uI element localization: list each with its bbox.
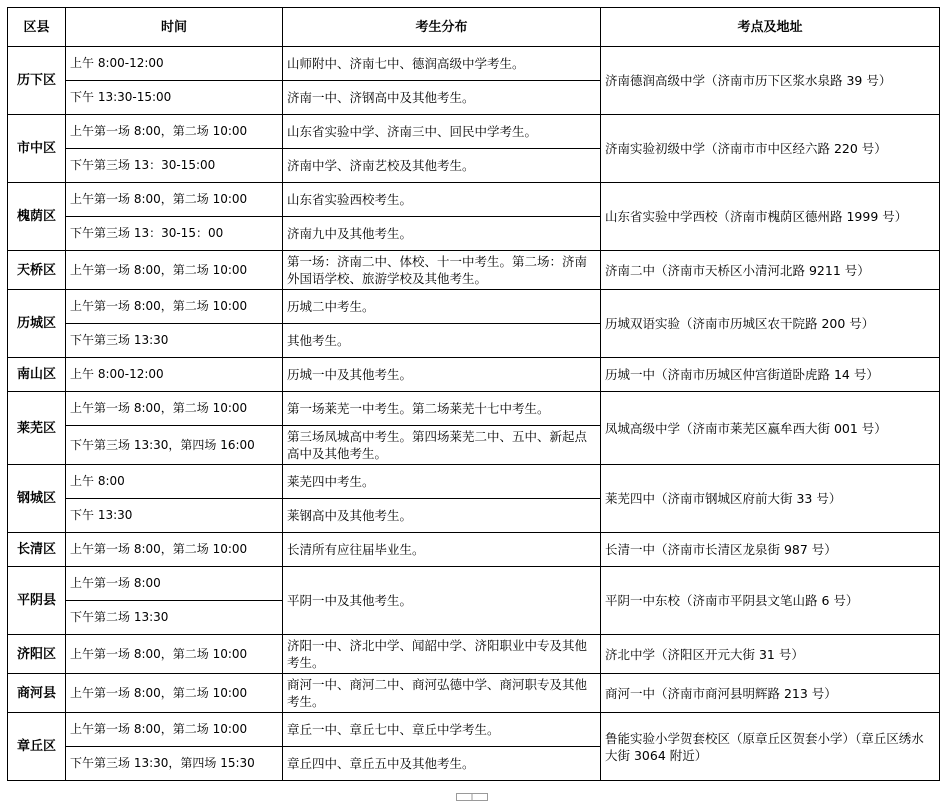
examinees-cell: 长清所有应往届毕业生。 (283, 533, 601, 567)
exam-schedule-table (7, 7, 940, 781)
district-cell: 市中区 (8, 115, 66, 183)
district-cell: 南山区 (8, 358, 66, 392)
examinees-cell: 章丘四中、章丘五中及其他考生。 (283, 747, 601, 781)
time-cell: 下午第三场 13:30 (66, 324, 283, 358)
time-cell: 下午第三场 13：30-15：00 (66, 217, 283, 251)
time-cell: 上午第一场 8:00，第二场 10:00 (66, 392, 283, 426)
district-cell: 济阳区 (8, 635, 66, 674)
time-cell: 下午第二场 13:30 (66, 601, 283, 635)
examinees-cell: 济阳一中、济北中学、闻韶中学、济阳职业中专及其他考生。 (283, 635, 601, 674)
site-cell: 济北中学（济阳区开元大街 31 号） (601, 635, 940, 674)
district-cell: 历下区 (8, 47, 66, 115)
time-cell: 上午第一场 8:00，第二场 10:00 (66, 674, 283, 713)
site-cell: 长清一中（济南市长清区龙泉街 987 号） (601, 533, 940, 567)
examinees-cell: 第一场：济南二中、体校、十一中考生。第二场：济南外国语学校、旅游学校及其他考生。 (283, 251, 601, 290)
examinees-cell: 其他考生。 (283, 324, 601, 358)
district-cell: 章丘区 (8, 713, 66, 781)
examinees-cell: 济南中学、济南艺校及其他考生。 (283, 149, 601, 183)
time-cell: 上午第一场 8:00，第二场 10:00 (66, 713, 283, 747)
header-district: 区县 (8, 8, 66, 47)
examinees-cell: 第三场凤城高中考生。第四场莱芜二中、五中、新起点高中及其他考生。 (283, 426, 601, 465)
table-row (8, 358, 940, 392)
time-cell: 上午第一场 8:00，第二场 10:00 (66, 635, 283, 674)
table-row (8, 533, 940, 567)
district-cell: 槐荫区 (8, 183, 66, 251)
time-cell: 上午 8:00-12:00 (66, 47, 283, 81)
time-cell: 上午第一场 8:00 (66, 567, 283, 601)
table-row (8, 567, 940, 601)
examinees-cell: 第一场莱芜一中考生。第二场莱芜十七中考生。 (283, 392, 601, 426)
district-cell: 天桥区 (8, 251, 66, 290)
table-row (8, 290, 940, 324)
site-cell: 莱芜四中（济南市钢城区府前大街 33 号） (601, 465, 940, 533)
time-cell: 下午 13:30-15:00 (66, 81, 283, 115)
examinees-cell: 章丘一中、章丘七中、章丘中学考生。 (283, 713, 601, 747)
time-cell: 下午第三场 13:30，第四场 16:00 (66, 426, 283, 465)
time-cell: 下午第三场 13：30-15:00 (66, 149, 283, 183)
time-cell: 上午第一场 8:00，第二场 10:00 (66, 183, 283, 217)
examinees-cell: 莱钢高中及其他考生。 (283, 499, 601, 533)
table-row (8, 183, 940, 217)
site-cell: 济南德润高级中学（济南市历下区浆水泉路 39 号） (601, 47, 940, 115)
time-cell: 上午第一场 8:00，第二场 10:00 (66, 251, 283, 290)
table-row (8, 115, 940, 149)
examinees-cell: 历城一中及其他考生。 (283, 358, 601, 392)
table-row (8, 392, 940, 426)
site-cell: 济南二中（济南市天桥区小清河北路 9211 号） (601, 251, 940, 290)
header-time: 时间 (66, 8, 283, 47)
table-row (8, 635, 940, 674)
table-row (8, 713, 940, 747)
site-cell: 历城双语实验（济南市历城区农干院路 200 号） (601, 290, 940, 358)
examinees-cell: 济南一中、济钢高中及其他考生。 (283, 81, 601, 115)
table-row (8, 251, 940, 290)
site-cell: 历城一中（济南市历城区仲宫街道卧虎路 14 号） (601, 358, 940, 392)
examinees-cell: 山师附中、济南七中、德润高级中学考生。 (283, 47, 601, 81)
site-cell: 商河一中（济南市商河县明辉路 213 号） (601, 674, 940, 713)
examinees-cell: 济南九中及其他考生。 (283, 217, 601, 251)
header-examinees: 考生分布 (283, 8, 601, 47)
site-cell: 济南实验初级中学（济南市市中区经六路 220 号） (601, 115, 940, 183)
time-cell: 上午 8:00 (66, 465, 283, 499)
time-cell: 上午第一场 8:00，第二场 10:00 (66, 290, 283, 324)
header-site: 考点及地址 (601, 8, 940, 47)
district-cell: 商河县 (8, 674, 66, 713)
time-cell: 下午第三场 13:30，第四场 15:30 (66, 747, 283, 781)
time-cell: 上午第一场 8:00，第二场 10:00 (66, 533, 283, 567)
site-cell: 鲁能实验小学贺套校区（原章丘区贺套小学）（章丘区绣水大街 3064 附近） (601, 713, 940, 781)
table-row (8, 47, 940, 81)
resize-handle-icon (456, 793, 488, 801)
examinees-cell: 山东省实验西校考生。 (283, 183, 601, 217)
district-cell: 长清区 (8, 533, 66, 567)
time-cell: 上午第一场 8:00，第二场 10:00 (66, 115, 283, 149)
site-cell: 凤城高级中学（济南市莱芜区嬴牟西大街 001 号） (601, 392, 940, 465)
site-cell: 山东省实验中学西校（济南市槐荫区德州路 1999 号） (601, 183, 940, 251)
table-row (8, 674, 940, 713)
site-cell: 平阴一中东校（济南市平阴县文笔山路 6 号） (601, 567, 940, 635)
examinees-cell: 历城二中考生。 (283, 290, 601, 324)
district-cell: 莱芜区 (8, 392, 66, 465)
examinees-cell: 商河一中、商河二中、商河弘德中学、商河职专及其他考生。 (283, 674, 601, 713)
examinees-cell: 莱芜四中考生。 (283, 465, 601, 499)
examinees-cell: 山东省实验中学、济南三中、回民中学考生。 (283, 115, 601, 149)
table-row (8, 465, 940, 499)
district-cell: 钢城区 (8, 465, 66, 533)
header-row (8, 8, 940, 47)
time-cell: 下午 13:30 (66, 499, 283, 533)
district-cell: 平阴县 (8, 567, 66, 635)
examinees-cell: 平阴一中及其他考生。 (283, 567, 601, 635)
time-cell: 上午 8:00-12:00 (66, 358, 283, 392)
district-cell: 历城区 (8, 290, 66, 358)
